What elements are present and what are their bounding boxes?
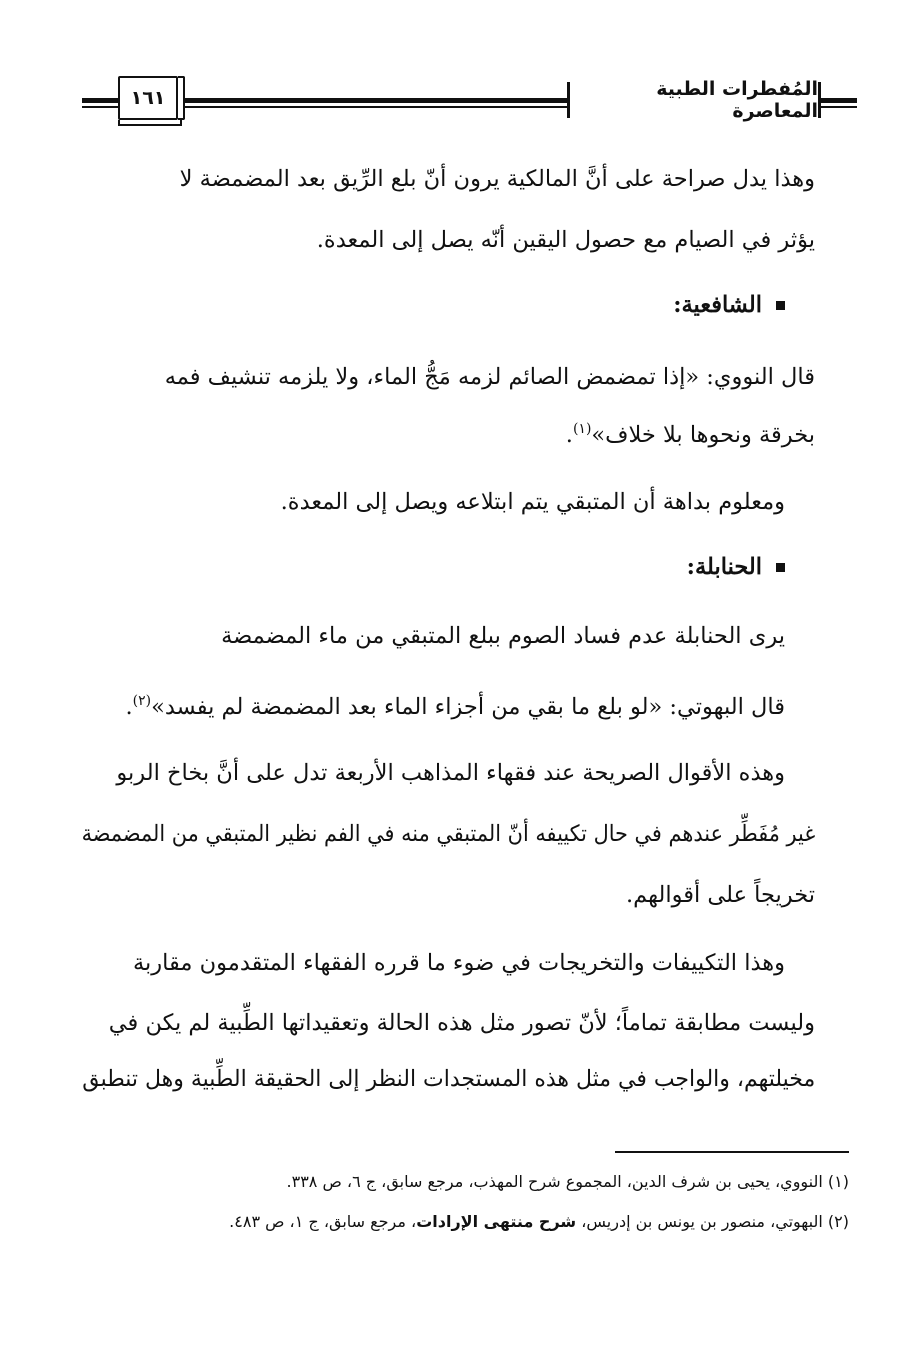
paragraph-line: وليست مطابقة تماماً؛ لأنّ تصور مثل هذه الحالة وتعقيداتها الطِّبية لم يكن في [108, 1010, 815, 1036]
footnote-1: (١) النووي، يحيى بن شرف الدين، المجموع شرح المهذب، مرجع سابق، ج ٦، ص ٣٣٨. [286, 1172, 849, 1191]
paragraph-line: ومعلوم بداهة أن المتبقي يتم ابتلاعه ويصل إلى المعدة. [280, 489, 785, 515]
footnote-separator [615, 1151, 849, 1153]
heading-text: الحنابلة: [686, 554, 762, 580]
paragraph-line: وهذا التكييفات والتخريجات في ضوء ما قرره الفقهاء المتقدمون مقاربة [132, 950, 785, 976]
main-text [82, 0, 815, 1130]
heading-text: الشافعية: [673, 292, 762, 318]
paragraph-line: بخرقة ونحوها بلا خلاف»$^{(١)}$. [565, 421, 815, 448]
paragraph-line: يرى الحنابلة عدم فساد الصوم ببلع المتبقي من ماء المضمضة [221, 623, 785, 649]
footnote-book-title: المجموع شرح المهذب [473, 1172, 622, 1191]
paragraph-line: تخريجاً على أقوالهم. [625, 882, 815, 908]
running-title: المُفطرات الطبية المعاصرة [656, 78, 818, 122]
square-bullet-icon [776, 301, 785, 310]
page-number: ١٦١ [130, 87, 166, 109]
quote-text: بخرقة ونحوها بلا خلاف» [591, 422, 815, 448]
footnote-ref-1: (١) [572, 421, 592, 437]
footnote-book-title: شرح منتهى الإرادات [416, 1212, 577, 1231]
paragraph-line: قال النووي: «إذا تمضمض الصائم لزمه مَجُّ الماء، ولا يلزمه تنشيف فمه [164, 364, 815, 390]
paragraph-line: غير مُفَطِّر عندهم في حال تكييفه أنّ المتبقي منه في الفم نظير المتبقي من المضمضة [81, 821, 815, 847]
paragraph-line: وهذه الأقوال الصريحة عند فقهاء المذاهب الأربعة تدل على أنَّ بخاخ الربو [116, 760, 785, 786]
section-heading-shafiiya [673, 294, 785, 317]
footnote-2: (٢) البهوتي، منصور بن يونس بن إدريس، شرح منتهى الإرادات، مرجع سابق، ج ١، ص ٤٨٣. [229, 1212, 849, 1231]
quote-text: قال البهوتي: «لو بلع ما بقي من أجزاء الماء بعد المضمضة لم يفسد» [151, 694, 785, 720]
footnote-ref-2: (٢) [132, 693, 152, 709]
square-bullet-icon [776, 563, 785, 572]
section-heading-hanabila [687, 556, 785, 579]
paragraph-line: مخيلتهم، والواجب في مثل هذه المستجدات النظر إلى الحقيقة الطِّبية وهل تنطبق [82, 1066, 815, 1092]
paragraph-line: وهذا يدل صراحة على أنَّ المالكية يرون أنّ بلع الرِّيق بعد المضمضة لا [179, 166, 815, 192]
paragraph-line: يؤثر في الصيام مع حصول اليقين أنّه يصل إلى المعدة. [316, 227, 815, 253]
paragraph-line: قال البهوتي: «لو بلع ما بقي من أجزاء الماء بعد المضمضة لم يفسد»$^{(٢)}$. [125, 693, 785, 720]
